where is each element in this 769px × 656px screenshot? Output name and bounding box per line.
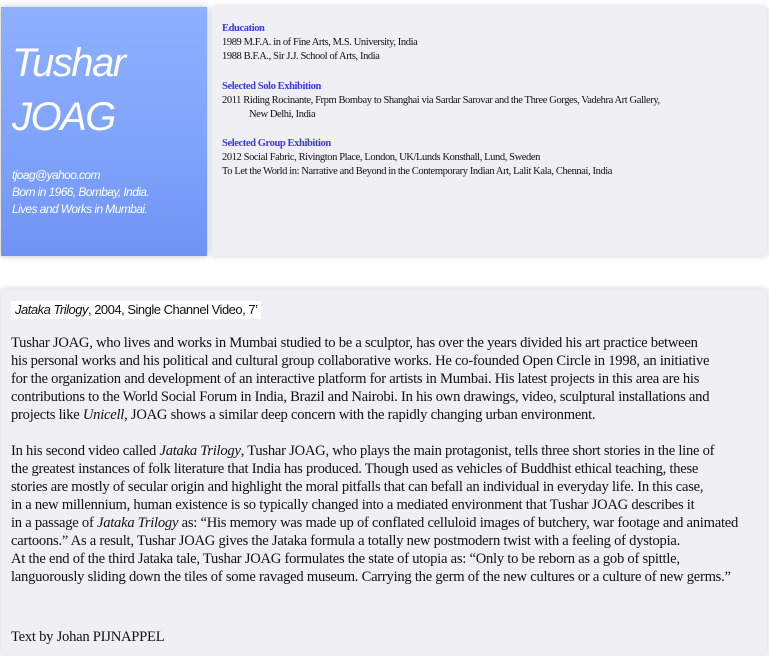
text-run: projects like <box>11 407 83 423</box>
group-exhibition-row: To Let the World in: Narrative and Beyond in the Contemporary Indian Art, Lalit Kala, Chennai, India <box>222 166 613 177</box>
solo-exhibition-heading: Selected Solo Exhibition <box>222 81 321 92</box>
italic-work-title: Unicell <box>82 407 125 423</box>
paragraph-line <box>11 406 709 424</box>
education-heading: Education <box>222 23 265 34</box>
solo-exhibition-row-continued: New Delhi, India <box>249 109 316 120</box>
artwork-panel <box>1 289 767 656</box>
paragraph-line: the greatest instances of folk literature that India has produced. Though used as vehicles of Buddhist ethical teaching, these <box>11 461 699 477</box>
text-run: in a passage of <box>11 515 97 531</box>
artist-lives: Lives and Works in Mumbai. <box>12 202 148 216</box>
artist-born: Born in 1966, Bombay, India. <box>12 185 150 199</box>
paragraph-line: contributions to the World Social Forum in India, Brazil and Nairobi. In his own drawings, video, sculptural installations and <box>11 389 710 405</box>
group-exhibition-section <box>222 137 612 179</box>
group-exhibition-heading: Selected Group Exhibition <box>222 138 331 149</box>
italic-work-title: Jataka Trilogy <box>96 515 179 531</box>
paragraph-line: languorously sliding down the tiles of some ravaged museum. Carrying the germ of the new cultures or a culture of new germs.” <box>11 569 731 585</box>
text-run: , Tushar JOAG, who plays the main protagonist, tells three short stories in the line of <box>240 443 715 459</box>
text-run: In his second video called <box>11 443 160 459</box>
solo-exhibition-section <box>222 80 660 122</box>
artist-description-paragraph <box>11 334 709 424</box>
artist-first-name: Tushar <box>12 41 125 85</box>
paragraph-line <box>11 514 738 532</box>
solo-exhibition-row: 2011 Riding Rocinante, Frpm Bombay to Shanghai via Sardar Sarovar and the Three Gorges, Vadehra Art Gallery, <box>222 95 660 106</box>
text-run: , JOAG shows a similar deep concern with the rapidly changing urban environment. <box>124 407 596 423</box>
artwork-meta: , 2004, Single Channel Video, 7’ <box>87 302 258 317</box>
education-section <box>222 22 417 64</box>
paragraph-line: stories are mostly of secular origin and highlight the moral pitfalls that can befall an individual in everyday life. In this case, <box>11 479 704 495</box>
artwork-title <box>11 301 261 319</box>
paragraph-line: for the organization and development of an interactive platform for artists in Mumbai. His latest projects in this area are his <box>11 371 700 387</box>
text-run: as: “His memory was made up of conflated celluloid images of butchery, war footage and animated <box>178 515 739 531</box>
artwork-title-italic: Jataka Trilogy <box>15 302 88 317</box>
artist-last-name: JOAG <box>12 95 115 139</box>
group-exhibition-row: 2012 Social Fabric, Rivington Place, London, UK/Lunds Konsthall, Lund, Sweden <box>222 152 540 163</box>
artist-panel <box>1 7 207 256</box>
artist-email-link[interactable]: tjoag@yahoo.com <box>12 168 100 182</box>
paragraph-line: his personal works and his political and cultural group collaborative works. He co-founded Open Circle in 1998, an initiative <box>11 353 710 369</box>
italic-work-title: Jataka Trilogy <box>159 443 241 459</box>
artist-bio <box>12 167 149 218</box>
paragraph-line: Tushar JOAG, who lives and works in Mumbai studied to be a sculptor, has over the years divided his art practice between <box>11 335 698 351</box>
education-row: 1988 B.F.A., Sir J.J. School of Arts, India <box>222 51 380 62</box>
paragraph-line: At the end of the third Jataka tale, Tushar JOAG formulates the state of utopia as: “Only to be reborn as a gob of spittle, <box>11 551 680 567</box>
education-row: 1989 M.F.A. in of Fine Arts, M.S. University, India <box>222 37 418 48</box>
text-credit: Text by Johan PIJNAPPEL <box>11 629 165 645</box>
paragraph-line <box>11 442 738 460</box>
cv-panel <box>212 7 767 256</box>
paragraph-line: in a new millennium, human existence is so typically changed into a mediated environment that Tushar JOAG describes it <box>11 497 695 513</box>
paragraph-line: cartoons.” As a result, Tushar JOAG gives the Jataka formula a totally new postmodern twist with a feeling of dystopia. <box>11 533 681 549</box>
artwork-description-paragraph <box>11 442 738 586</box>
